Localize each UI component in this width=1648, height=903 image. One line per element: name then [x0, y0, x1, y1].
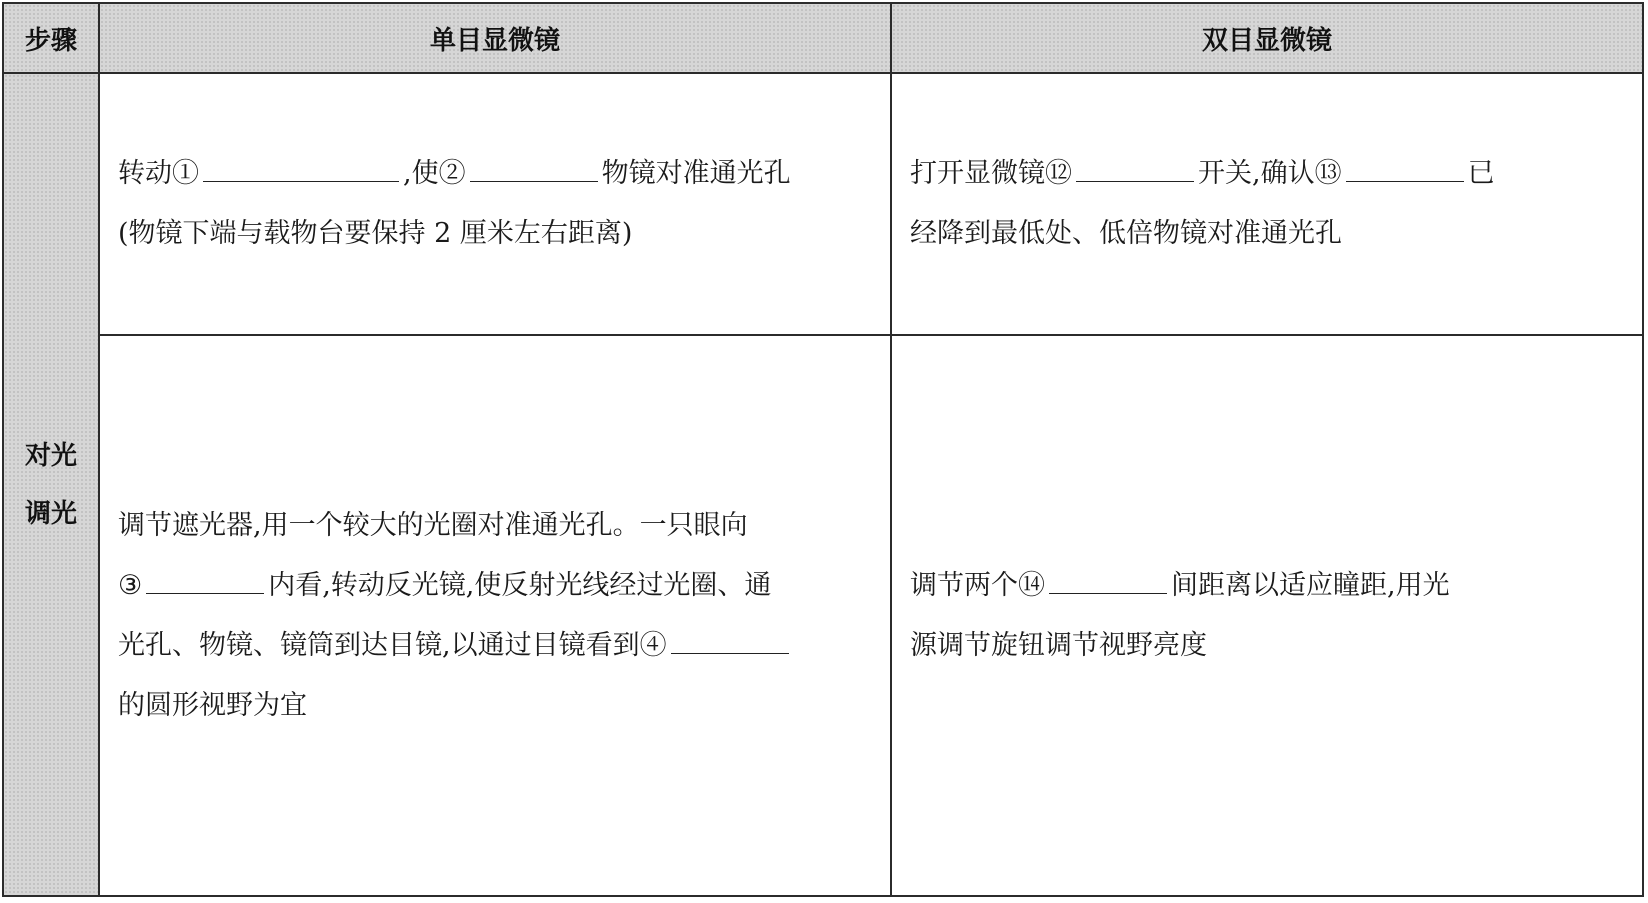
bino-r2-text-a: 调节两个⑭ [910, 569, 1045, 601]
table-row [3, 335, 1643, 896]
bino-cell-1 [891, 73, 1643, 335]
bino-r1-text-c: 已 [1467, 158, 1495, 190]
blank-1[interactable] [203, 151, 399, 182]
blank-13[interactable] [1346, 151, 1464, 182]
blank-2[interactable] [470, 151, 598, 182]
mono-r2-text-a: ③ [118, 569, 143, 601]
bino-r1-text-b: 开关,确认⑬ [1198, 158, 1342, 190]
bino-r1-line1 [910, 144, 1624, 204]
mono-r1-text-c: 物镜对准通光孔 [601, 158, 791, 190]
mono-r2-line2 [118, 556, 872, 616]
microscope-steps-table [2, 2, 1644, 897]
bino-r2-text-b: 间距离以适应瞳距,用光 [1171, 569, 1450, 601]
blank-3[interactable] [146, 563, 264, 594]
header-binocular: 双目显微镜 [891, 3, 1643, 73]
bino-r2-line2: 源调节旋钮调节视野亮度 [910, 629, 1207, 661]
step-label-cell [3, 73, 99, 896]
table-row [3, 73, 1643, 335]
mono-r2-text-c: 光孔、物镜、镜筒到达目镜,以通过目镜看到④ [118, 629, 667, 661]
mono-r1-line2: (物镜下端与载物台要保持 2 厘米左右距离) [118, 218, 633, 250]
mono-r1-text-a: 转动① [118, 158, 199, 190]
header-monocular: 单目显微镜 [99, 3, 891, 73]
blank-4[interactable] [671, 623, 789, 654]
bino-r1-text-a: 打开显微镜⑫ [910, 158, 1072, 190]
bino-cell-2 [891, 335, 1643, 896]
header-row [3, 3, 1643, 73]
mono-r2-line1: 调节遮光器,用一个较大的光圈对准通光孔。一只眼向 [118, 509, 748, 541]
blank-14[interactable] [1049, 563, 1167, 594]
header-step: 步骤 [3, 3, 99, 73]
blank-12[interactable] [1076, 151, 1194, 182]
mono-r2-line4: 的圆形视野为宜 [118, 689, 307, 721]
mono-r1-text-b: ,使② [403, 158, 466, 190]
mono-r2-text-b: 内看,转动反光镜,使反射光线经过光圈、通 [268, 569, 772, 601]
mono-cell-2 [99, 335, 891, 896]
step-label-line2: 调光 [24, 498, 77, 529]
step-label-line1: 对光 [24, 440, 77, 471]
mono-r1-line1 [118, 144, 872, 204]
mono-r2-line3 [118, 616, 872, 676]
mono-cell-1 [99, 73, 891, 335]
bino-r1-line2: 经降到最低处、低倍物镜对准通光孔 [910, 218, 1342, 250]
bino-r2-line1 [910, 556, 1624, 616]
